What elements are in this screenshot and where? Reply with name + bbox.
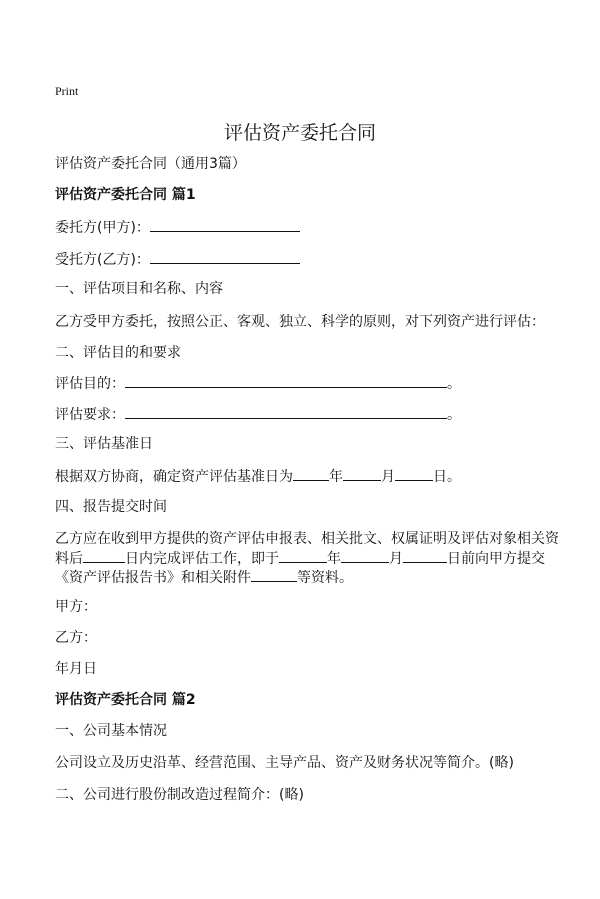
requirement-period: 。: [447, 407, 461, 423]
document-title: 评估资产委托合同: [223, 122, 376, 144]
item3-heading: 三、评估基准日: [55, 436, 153, 452]
purpose-blank: [125, 374, 447, 388]
item3-day: 日。: [433, 469, 461, 485]
item4-day-blank: [403, 549, 447, 563]
purpose-label: 评估目的：: [55, 376, 125, 392]
print-label: Print: [55, 84, 79, 98]
purpose-line: [55, 374, 461, 393]
party-b-line: [55, 250, 300, 269]
purpose-period: 。: [447, 376, 461, 392]
item2-heading: 二、评估目的和要求: [55, 345, 181, 361]
item1-heading: 一、评估项目和名称、内容: [55, 281, 223, 297]
item1-text: 乙方受甲方委托，按照公正、客观、独立、科学的原则，对下列资产进行评估：: [55, 314, 545, 330]
item4-heading: 四、报告提交时间: [55, 499, 167, 515]
item4-days-blank: [83, 549, 125, 563]
item4-month: 月: [389, 551, 403, 567]
item4-month-blank: [341, 549, 389, 563]
s2-item2-heading: 二、公司进行股份制改造过程简介：(略): [55, 787, 304, 803]
item3-month-blank: [343, 467, 381, 481]
item4-line1: 乙方应在收到甲方提供的资产评估申报表、相关批文、权属证明及评估对象相关资: [55, 531, 559, 547]
sign-party-b: 乙方：: [55, 630, 97, 646]
item3-day-blank: [395, 467, 433, 481]
item4-line2: [55, 549, 545, 568]
requirement-line: [55, 405, 461, 424]
requirement-label: 评估要求：: [55, 407, 125, 423]
item4-year: 年: [327, 551, 341, 567]
document-subtitle: 评估资产委托合同（通用3篇）: [55, 156, 246, 172]
party-a-line: [55, 218, 300, 237]
party-a-blank: [150, 218, 300, 232]
item4-line2-a: 料后: [55, 551, 83, 567]
section2-heading: 评估资产委托合同 篇2: [55, 692, 196, 708]
item4-line3-b: 等资料。: [297, 570, 353, 586]
item3-text: 根据双方协商，确定资产评估基准日为: [55, 469, 293, 485]
item3-year: 年: [329, 469, 343, 485]
party-a-label: 委托方(甲方)：: [55, 220, 150, 236]
s2-item1-heading: 一、公司基本情况: [55, 723, 167, 739]
sign-date: 年月日: [55, 661, 97, 677]
party-b-blank: [150, 250, 300, 264]
item3-year-blank: [293, 467, 329, 481]
requirement-blank: [125, 405, 447, 419]
party-b-label: 受托方(乙方)：: [55, 252, 150, 268]
sign-party-a: 甲方：: [55, 599, 97, 615]
section1-heading: 评估资产委托合同 篇1: [55, 187, 196, 203]
item4-line2-c: 日前向甲方提交: [447, 551, 545, 567]
item4-line3: [55, 568, 353, 587]
s2-item1-text: 公司设立及历史沿革、经营范围、主导产品、资产及财务状况等简介。(略): [55, 755, 514, 771]
item4-line2-b: 日内完成评估工作，即于: [125, 551, 279, 567]
item4-year-blank: [279, 549, 327, 563]
item3-month: 月: [381, 469, 395, 485]
item3-line: [55, 467, 461, 486]
item4-line3-a: 《资产评估报告书》和相关附件: [55, 570, 251, 586]
item4-attachment-blank: [251, 568, 297, 582]
